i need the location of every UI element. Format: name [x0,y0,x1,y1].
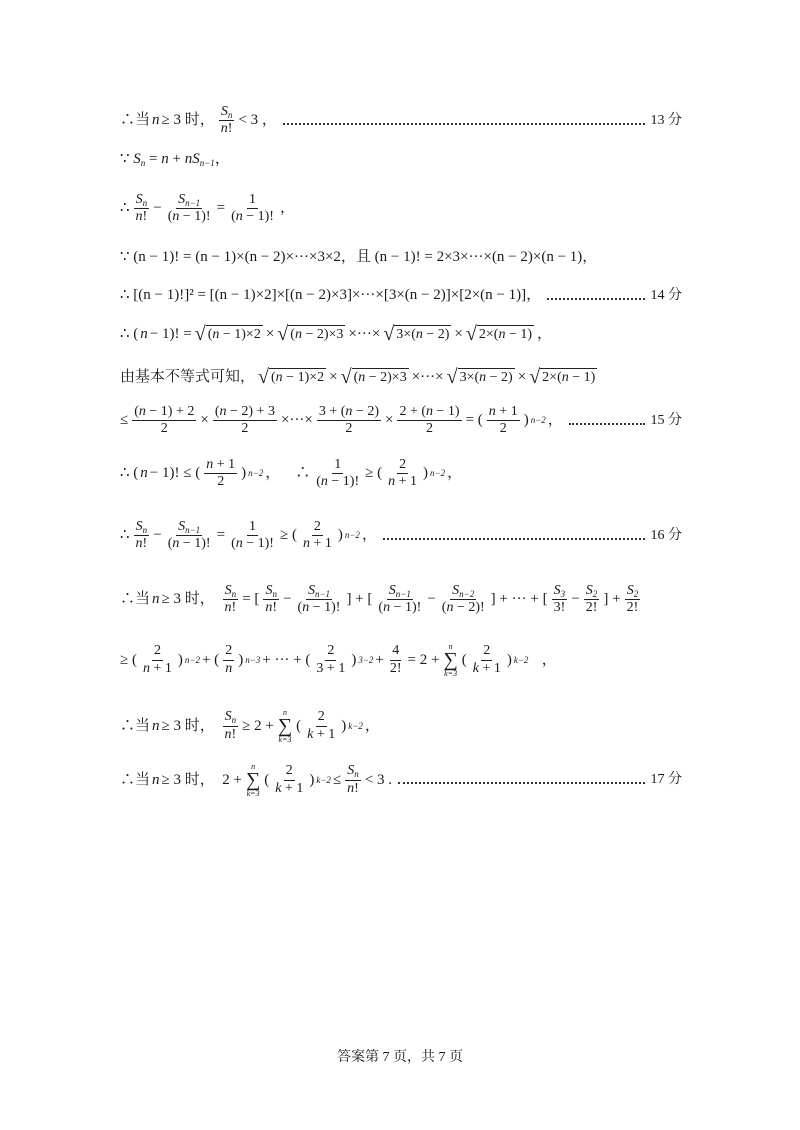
score-label: 16 分 [650,527,682,543]
line-11: ∴当 n ≥ 3 时， $\frac{S_n}{n!}$ = [ $\frac{S_n}{n!}$ − $\frac{S_{n-1}}{(n - 1)!}$ ] + [ $\frac{S_{n-1}}{(n - 1)!}$ − $\frac{S_{n-2}}{(n - 2)!}$ ] + ··· + [ $\frac{S_3}{3!}$ − $\frac{S_2}{2!}$ ] + $\frac{S_2}{2!}$ [120,583,639,616]
line-8: ≤ $\frac{(n - 1) + 2}{2}$ × $\frac{(n - 2) + 3}{2}$ ×···× $\frac{3 + (n - 2)}{2}$ × $\frac{2 + (n - 1)}{2}$ = ( $\frac{n + 1}{2}$ ) n−2 ， 15 分 [120,404,682,437]
score-label: 15 分 [650,412,682,428]
line-7-text: 由基本不等式可知， [120,368,256,385]
leader-dots [547,298,644,300]
line-5-text: ∴ [(n − 1)!]² = [(n − 1)×2]×[(n − 2)×3]×···×[3×(n − 2)]×[2×(n − 1)]， [120,287,542,303]
leader-dots [383,538,645,540]
page-footer: 答案第 7 页，共 7 页 [337,1050,463,1065]
line-14: ∴当 n ≥ 3 时， 2 + n ∑ k=3 ( $\frac{2}{k + 1}$ ) k−2 ≤ $\frac{S_n}{n!}$ < 3 . 17 分 [120,762,682,798]
leader-dots [283,123,645,125]
leader-dots [569,423,645,425]
score-label: 14 分 [650,287,682,303]
line-5 [120,288,682,303]
line-12: ≥ ( $\frac{2}{n + 1}$ ) n−2 + ( $\frac{2}{n}$ ) n−3 + ··· + ( $\frac{2}{3 + 1}$ ) 3−2 + $\frac{4}{2!}$ = 2 + n ∑ k=3 ( $\frac{2}{k + 1}$ ) k−2 ， [120,642,557,678]
leader-dots [398,782,644,784]
line-6: ∴ ( n − 1)! = √ (n − 1)×2 × √ (n − 2)×3 ×···× √ 3×(n − 2) × √ 2×(n − 1) ， [120,323,553,345]
line-9: ∴ ( n − 1)! ≤ ( $\frac{n + 1}{2}$ ) n−2 ， ∴ $\frac{1}{(n - 1)!}$ ≥ ( $\frac{2}{n + 1}$ ) n−2 ， [120,457,463,490]
line-4: ∵ (n − 1)! = (n − 1)×(n − 2)×···×3×2，且 (n − 1)! = 2×3×···×(n − 2)×(n − 1)， [120,249,598,265]
line-1: ∴当 n ≥ 3 时， $\frac{S_n}{n!}$ < 3 ， 13 分 [120,104,682,137]
line-7: 由基本不等式可知， √ (n − 1)×2 × √ (n − 2)×3 ×···× √ 3×(n − 2) × √ 2×(n − 1) [120,366,596,388]
line-2: ∵ $S_n = n + nS_{n-1}$， [120,151,230,168]
line-13: ∴当 n ≥ 3 时， $\frac{S_n}{n!}$ ≥ 2 + n ∑ k=3 ( $\frac{2}{k + 1}$ ) k−2 ， [120,708,380,744]
score-label: 13 分 [650,112,682,128]
score-label: 17 分 [650,772,682,787]
line-3: ∴ $\frac{S_n}{n!}$ − $\frac{S_{n-1}}{(n - 1)!}$ = $\frac{1}{(n - 1)!}$ ， [120,192,295,225]
line-10: ∴ $\frac{S_n}{n!}$ − $\frac{S_{n-1}}{(n - 1)!}$ = $\frac{1}{(n - 1)!}$ ≥ ( $\frac{2}{n + 1}$ ) n−2 ， 16 分 [120,519,682,552]
